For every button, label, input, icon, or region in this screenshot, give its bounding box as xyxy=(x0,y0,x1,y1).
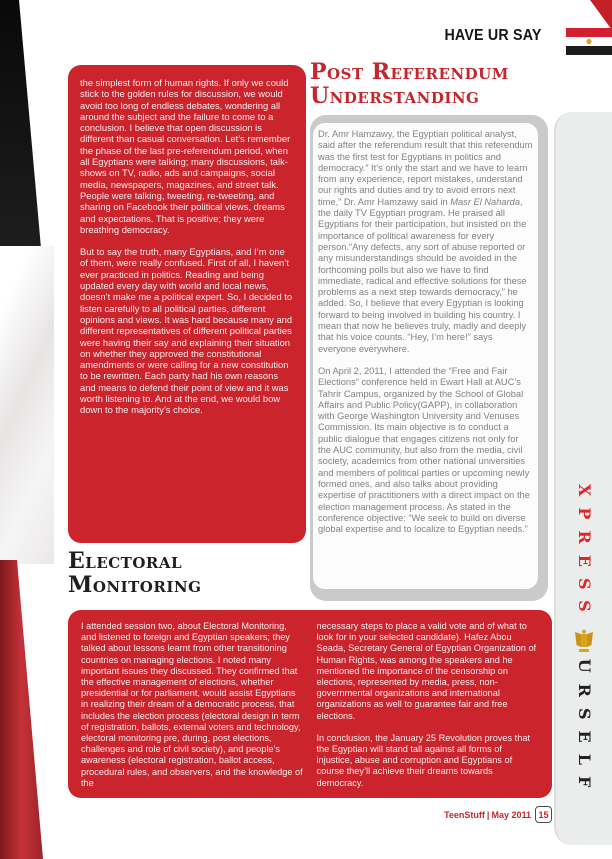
page-number-badge: 15 xyxy=(535,806,552,823)
article-red-box-bottom xyxy=(68,610,552,798)
paragraph: the simplest form of human rights. If only we could stick to the golden rules for discussion, we would avoid too long of endless debates, wondering all around the subject and the failure to come to a conclusion. I believe that open discussion is different than casual conversation. Let’s remember the phase of the last pre-referendum period, when all Egyptians were talking; many discussions, talk-shows on TV, radio, ads and campaigns, social media, newspapers, magazines, and street talk. People were talking, tweeting, re-tweeting, and sharing on Facebook their political views, dreams and expectations. That is positive; they were breathing democracy. xyxy=(80,77,291,235)
magazine-name: TeenStuff xyxy=(444,809,485,820)
banner-word-urself: URSELF xyxy=(575,658,594,799)
title-line: Understanding xyxy=(310,83,480,109)
paragraph: I attended session two, about Electoral Monitoring, and listened to foreign and Egyptian speakers; they talked about lessons learnt from other transitioning countries on managing elections. I noted many important issues they discussed. They confirmed that the effective management of elections, whether presidential or for parliament, would assist Egyptians in realizing their dream of a democratic process, that includes the election process (electoral design in term of registration, ballots, external voters and technology, electoral monitoring pre, during, post elections, challenges and role of civil society), and people’s awareness (electoral registration, ballot access, procedural rules, and observers, and the knowledge of the xyxy=(81,621,303,788)
article-red-box-left xyxy=(68,65,306,543)
paragraph-text: , the daily TV Egyptian program. He praised all Egyptians for their participation, but insisted on the importance of political awareness for every person.“Any defects, any sort of abuse reported or any misunderstandings should be avoided in the forthcoming polls but also we have to find immediate, radical and effective solutions for these problems as a next step towards democracy,” he added. So, I believe that every Egyptian is looking forward to being involved in building his country. I mean that now he believes truly, madly and deeply that his voice counts. “Hey, I’m here!” says everyone everywhere. xyxy=(318,196,527,354)
column-left xyxy=(81,621,304,787)
article-title-electoral-monitoring xyxy=(68,549,201,597)
paragraph: On April 2, 2011, I attended the “Free and Fair Elections” conference held in Ewart Hall at AUC’s Tahrir Campus, organized by the School of Global Affairs and Public Policy(GAPP), in collaboration with George Washington University and Venuses Commission. Its main objective is to conduct a public dialogue that engages citizens not only for the AUC community, but also from the media, civil society, academics from other national universities and members of political parties or upcoming newly formed ones, and also talks about providing expertise of practitioners with a direct impact on the election management process. As stated in the conference objective: “We seek to build on diverse global expertise and to localize to Egyptian needs.” xyxy=(318,365,530,535)
banner-word-xpress: XPRESS xyxy=(575,484,594,623)
title-line: Post Referendum xyxy=(310,59,509,85)
corner-fold xyxy=(590,0,612,30)
separator: | xyxy=(486,809,490,820)
column-right xyxy=(317,621,540,787)
paragraph: necessary steps to place a valid vote and of what to look for in your selected candidate). Hafez Abou Seada, Secretary General of Egyptian Organization of Human Rights, was among the speakers and he mentioned the importance of the censorship on elections, represented by media, press, non-governmental organizations and international organizations as well to guarantee fair and free elections. xyxy=(316,621,537,721)
article-title-post-referendum xyxy=(310,60,509,108)
page-footer xyxy=(0,806,552,823)
paragraph: But to say the truth, many Egyptians, and I’m one of them, were really confused. First of all, I haven’t ever practiced in politics. Reading and being updated every day with world and local news, doesn’t make me a political expert. So, I decided to listen carefully to all political parties, different opinions and views. It was hard because many and different representatives of different political parties were having their say and explaining their situation on whether they approved the constitutional amendments or were calling for a new constitution to be rewritten. Each party had his own reasons and means to defend their point of view and it was worth listening to. And at the end, we would bow down to the majority’s choice. xyxy=(80,246,293,416)
title-line: Monitoring xyxy=(68,572,202,598)
sidebar-banner-strip xyxy=(554,112,612,845)
left-strip-paper xyxy=(0,246,54,564)
paragraph-text: Dr. Amr Hamzawy, the Egyptian political analyst, said after the referendum result that this referendum was the first test for Egyptians in politics and democracy.” It’s only the start and we have to learn from any experience, report mistakes, understand our rights and duties and try to avoid errors next time,” Dr. Amr Hamzawy said in xyxy=(318,129,533,207)
tv-program-name: Masr El Naharda xyxy=(450,196,521,207)
xpress-urself-banner xyxy=(574,484,594,798)
issue-date: May 2011 xyxy=(491,809,531,820)
article-gray-box-text xyxy=(313,123,538,589)
egypt-flag-icon xyxy=(566,28,612,55)
eagle-of-saladin-icon xyxy=(574,629,594,653)
footer-issue-label xyxy=(444,810,531,820)
section-title: HAVE UR SAY xyxy=(444,27,542,44)
title-line: Electoral xyxy=(68,548,183,574)
paragraph xyxy=(318,129,533,355)
left-strip-black xyxy=(0,0,46,248)
article-gray-box xyxy=(310,115,548,601)
paragraph: In conclusion, the January 25 Revolution proves that the Egyptian will stand tall against all forms of injustice, abuse and corruption and Egyptians of course they’ll achieve their dreams towards democracy. xyxy=(316,732,530,788)
